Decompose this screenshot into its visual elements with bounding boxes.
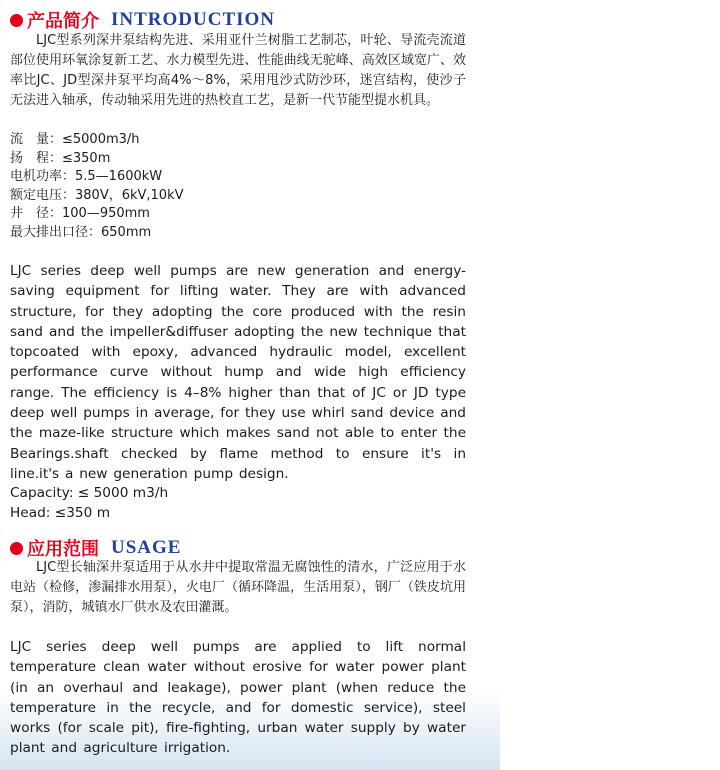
spec-lift: 扬 程：≤350m xyxy=(10,150,111,166)
usage-heading-en: USAGE xyxy=(111,537,182,558)
red-bullet-icon xyxy=(10,542,23,555)
introduction-heading-en: INTRODUCTION xyxy=(111,9,276,30)
spec-outlet-diameter: 最大排出口径：650mm xyxy=(10,224,152,240)
usage-paragraph-en: LJC series deep well pumps are applied to lift normal temperature clean water without erosive for water power plant (in an overhaul and leakage), power plant (when reduce the temperature in the recycle, and for domestic service), steel works (for scale pit), fire-fighting, urban water supply by water plant and agriculture irrigation. xyxy=(10,639,466,757)
spec-well-diameter: 井 径：100—950mm xyxy=(10,206,150,222)
introduction-paragraph-cn: LJC型系列深井泵结构先进、采用亚什兰树脂工艺制芯，叶轮、导流壳流道部位使用环氧涂复新工艺、水力模型先进、性能曲线无驼峰、高效区域宽广、效率比JC、JD型深井泵平均高4%～8%，采用甩沙式防沙环，迷宫结构，使沙子无法进入轴承，传动轴采用先进的热校直工艺，是新一代节能型提水机具。 xyxy=(10,33,466,108)
usage-paragraph-cn: LJC型长轴深井泵适用于从水井中提取常温无腐蚀性的清水，广泛应用于水电站（检修，渗漏排水用泵），火电厂（循环降温，生活用泵），钢厂（铁皮坑用泵），消防，城镇水厂供水及农田灌溉。 xyxy=(10,560,466,615)
spec-motor-power: 电机功率：5.5—1600kW xyxy=(10,169,163,185)
introduction-heading-cn: 产品简介 xyxy=(27,11,99,32)
spec-flow: 流 量：≤5000m3/h xyxy=(10,132,140,147)
red-bullet-icon xyxy=(10,14,23,27)
head-line: Head: ≤350 m xyxy=(10,505,111,521)
introduction-heading xyxy=(10,7,275,33)
spec-list xyxy=(10,131,466,243)
capacity-line: Capacity: ≤ 5000 m3/h xyxy=(10,485,169,501)
usage-heading-cn: 应用范围 xyxy=(27,539,99,560)
spec-voltage: 额定电压：380V，6kV,10kV xyxy=(10,187,184,203)
introduction-paragraph-en: LJC series deep well pumps are new generation and energy-saving equipment for lifting water. They are with advanced structure, for they adopting the core produced with the resin sand and the impeller&diffuser adopting the new technique that topcoated with epoxy, advanced hydraulic model, excellent performance curve without hump and wide high efficiency range. The efficiency is 4–8% higher than that of JC or JD type deep well pumps in average, for they use whirl sand device and the maze-like structure which makes sand not able to enter the Bearings.shaft checked by flame method to ensure it's in line.it's a new generation pump design. xyxy=(10,263,466,482)
